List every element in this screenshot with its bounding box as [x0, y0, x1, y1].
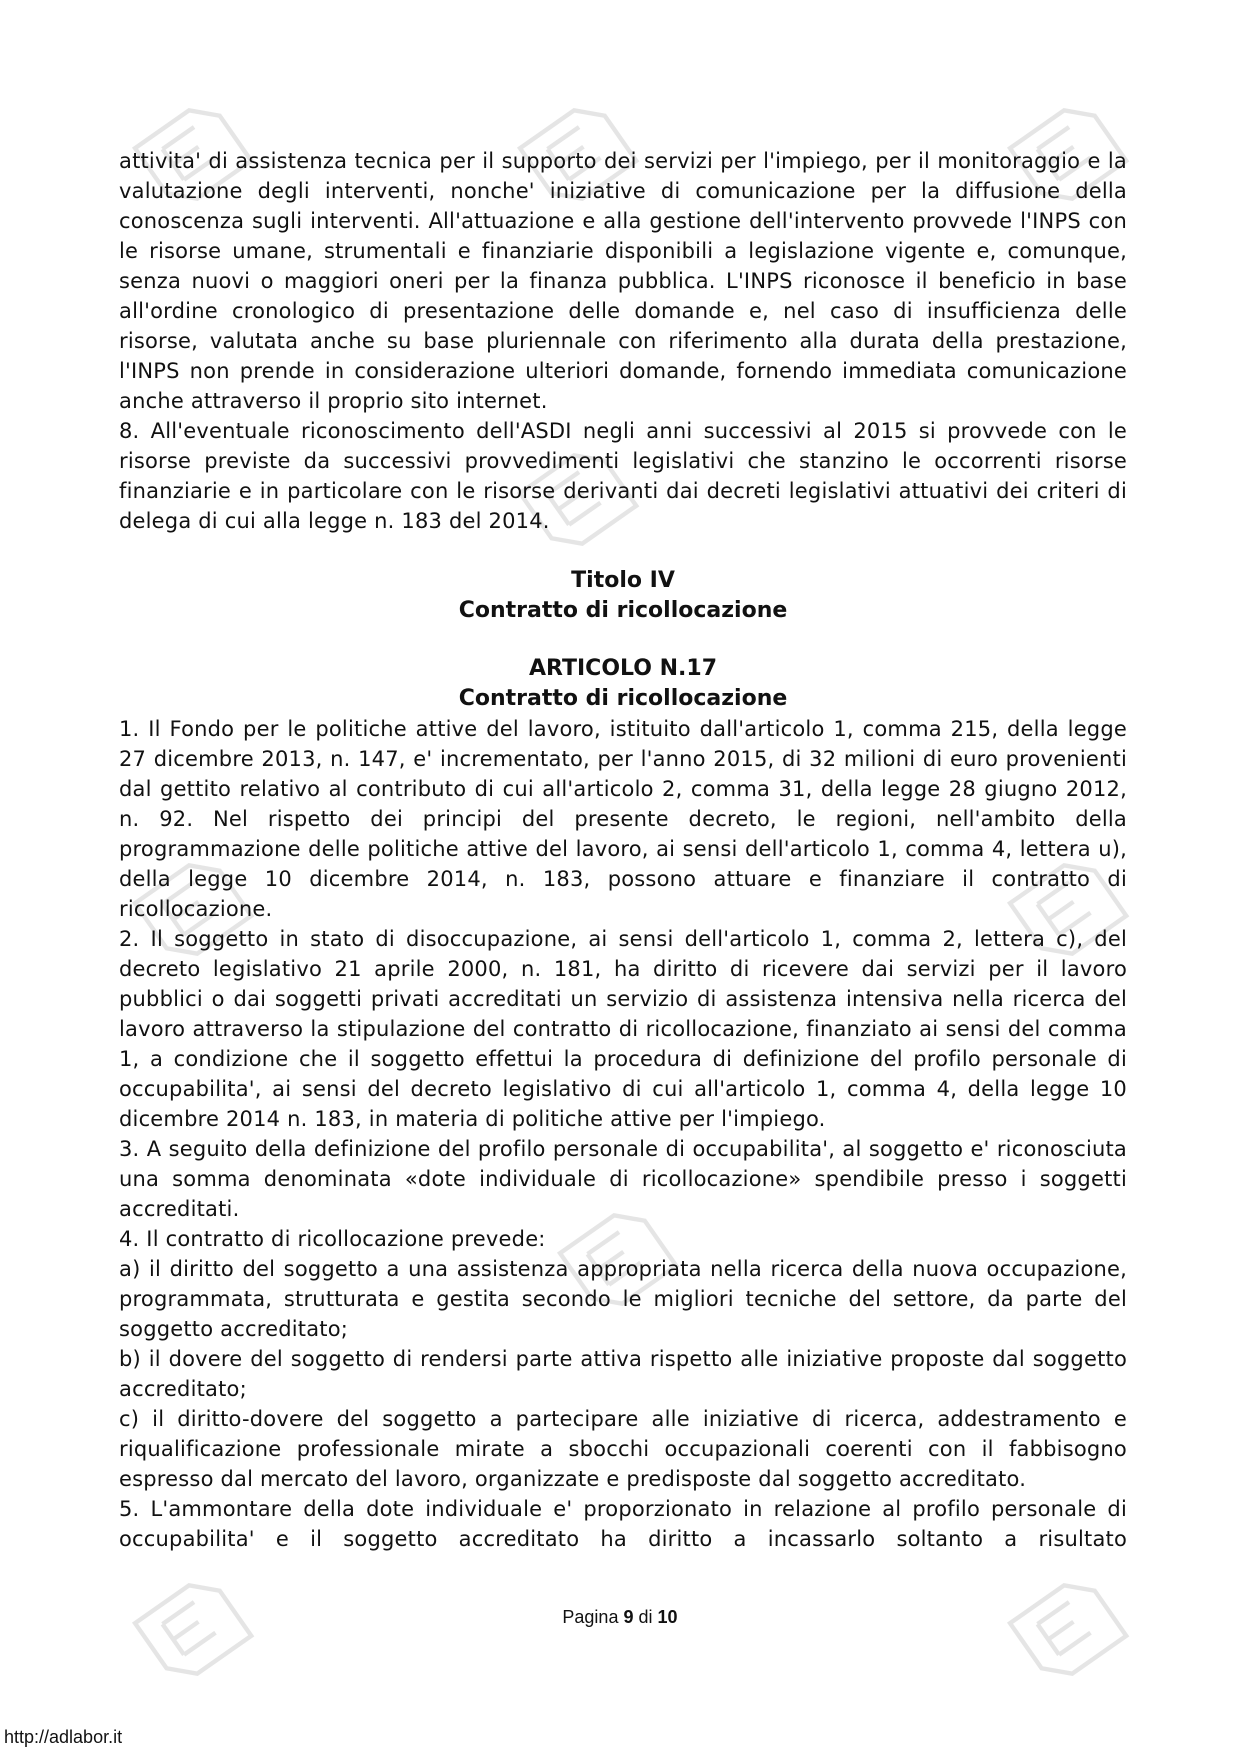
article-paragraph: b) il dovere del soggetto di rendersi parte attiva rispetto alle iniziative proposte dal soggetto accreditato;	[119, 1347, 1127, 1401]
article-paragraph: 5. L'ammontare della dote individuale e' proporzionato in relazione al profilo personale di occupabilita' e il soggetto accreditato ha diritto a incassarlo soltanto a risultato	[119, 1497, 1127, 1551]
page-number	[0, 1607, 1240, 1628]
title-name: Contratto di ricollocazione	[458, 598, 788, 623]
page-current: 9	[623, 1607, 634, 1627]
page-total: 10	[657, 1607, 678, 1627]
title-number: Titolo IV	[571, 568, 675, 593]
intro-paragraph: attivita' di assistenza tecnica per il supporto dei servizi per l'impiego, per il monitoraggio e la valutazione degli interventi, nonche' iniziative di comunicazione per la diffusione della conoscenza sugli interventi. All'attuazione e alla gestione dell'intervento provvede l'INPS con le risorse umane, strumentali e finanziarie disponibili a legislazione vigente e, comunque, senza nuovi o maggiori oneri per la finanza pubblica. L'INPS riconosce il beneficio in base all'ordine cronologico di presentazione delle domande e, nel caso di insufficienza delle risorse, valutata anche su base pluriennale con riferimento alla durata della prestazione, l'INPS non prende in considerazione ulteriori domande, fornendo immediata comunicazione anche attraverso il proprio sito internet.	[119, 149, 1127, 413]
article-name: Contratto di ricollocazione	[458, 686, 788, 711]
article-paragraph: 3. A seguito della definizione del profilo personale di occupabilita', al soggetto e' riconosciuta una somma denominata «dote individuale di ricollocazione» spendibile presso i soggetti accreditati.	[119, 1137, 1127, 1221]
paragraph-8: 8. All'eventuale riconoscimento dell'ASDI negli anni successivi al 2015 si provvede con le risorse previste da successivi provvedimenti legislativi che stanzino le occorrenti risorse finanziarie e in particolare con le risorse derivanti dai decreti legislativi attuativi dei criteri di delega di cui alla legge n. 183 del 2014.	[119, 419, 1127, 533]
article-number: ARTICOLO N.17	[529, 656, 717, 681]
article-paragraph: 1. Il Fondo per le politiche attive del lavoro, istituito dall'articolo 1, comma 215, della legge 27 dicembre 2013, n. 147, e' incrementato, per l'anno 2015, di 32 milioni di euro provenienti dal gettito relativo al contributo di cui all'articolo 2, comma 31, della legge 28 giugno 2012, n. 92. Nel rispetto dei principi del presente decreto, le regioni, nell'ambito della programmazione delle politiche attive del lavoro, ai sensi dell'articolo 1, comma 4, lettera u), della legge 10 dicembre 2014, n. 183, possono attuare e finanziare il contratto di ricollocazione.	[119, 717, 1127, 921]
article-paragraph: 2. Il soggetto in stato di disoccupazione, ai sensi dell'articolo 1, comma 2, lettera c), del decreto legislativo 21 aprile 2000, n. 181, ha diritto di ricevere dai servizi per il lavoro pubblici o dai soggetti privati accreditati un servizio di assistenza intensiva nella ricerca del lavoro attraverso la stipulazione del contratto di ricollocazione, finanziato ai sensi del comma 1, a condizione che il soggetto effettui la procedura di definizione del profilo personale di occupabilita', ai sensi del decreto legislativo di cui all'articolo 1, comma 4, della legge 10 dicembre 2014 n. 183, in materia di politiche attive per l'impiego.	[119, 927, 1127, 1131]
page-label: Pagina	[562, 1607, 619, 1627]
page-of: di	[638, 1607, 653, 1627]
document-body	[119, 146, 1127, 1554]
article-paragraph: 4. Il contratto di ricollocazione prevede:	[119, 1227, 546, 1251]
article-paragraph: a) il diritto del soggetto a una assistenza appropriata nella ricerca della nuova occupazione, programmata, strutturata e gestita secondo le migliori tecniche del settore, da parte del soggetto accreditato;	[119, 1257, 1127, 1341]
article-paragraph: c) il diritto-dovere del soggetto a partecipare alle iniziative di ricerca, addestramento e riqualificazione professionale mirate a sbocchi occupazionali coerenti con il fabbisogno espresso dal mercato del lavoro, organizzate e predisposte dal soggetto accreditato.	[119, 1407, 1127, 1491]
site-url: http://adlabor.it	[4, 1727, 123, 1747]
